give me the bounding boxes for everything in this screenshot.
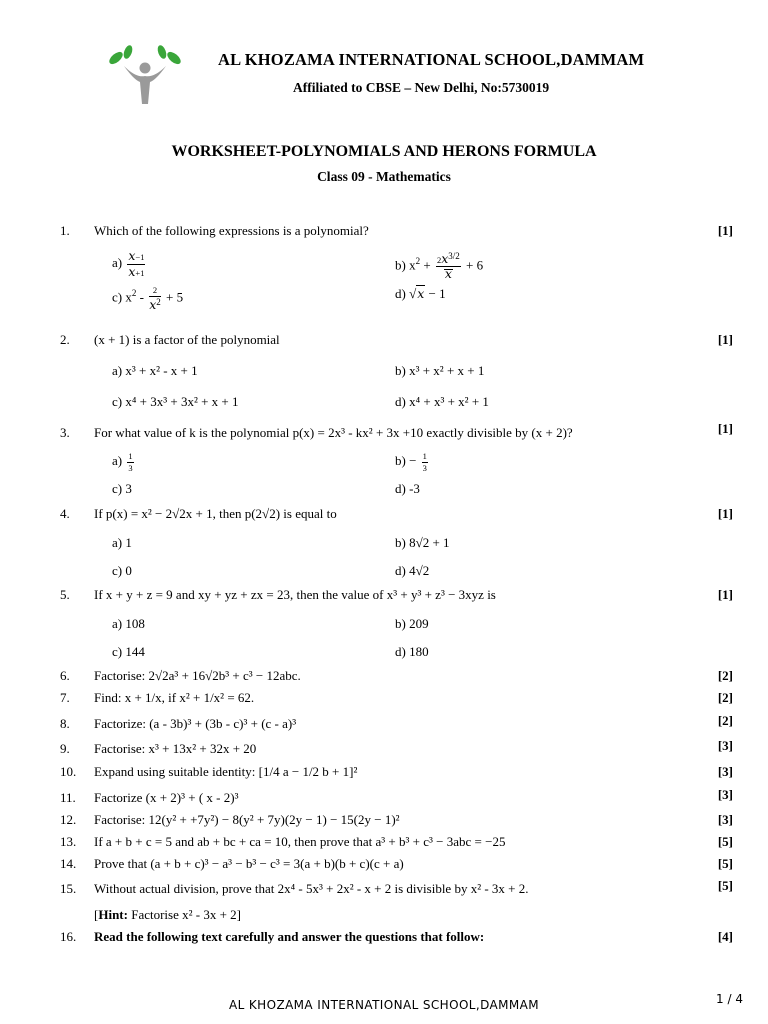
question-text: If x + y + z = 9 and xy + yz + zx = 23, then the value of x³ + y³ + z³ − 3xyz is: [94, 587, 496, 602]
option-a: a) $\frac{x-1}{x+1}$: [112, 248, 145, 279]
question-text: Expand using suitable identity: [1/4 a − 1/2 b + 1]²: [94, 764, 358, 779]
option-a: a) 108: [112, 616, 145, 631]
question-number: 13.: [60, 834, 77, 849]
question-marks: [1]: [717, 587, 733, 602]
question-marks: [3]: [717, 787, 733, 802]
question-marks: [2]: [717, 668, 733, 683]
question-marks: [1]: [717, 332, 733, 347]
question-marks: [5]: [717, 834, 733, 849]
option-d: d) x⁴ + x³ + x² + 1: [395, 394, 489, 409]
question-marks: [2]: [717, 713, 733, 728]
option-c: c) x⁴ + 3x³ + 3x² + x + 1: [112, 394, 239, 409]
option-b: b) 209: [395, 616, 429, 631]
question-text: Factorise: 12(y² + +7y²) − 8(y² + 7y)(2y − 1) − 15(2y − 1)²: [94, 812, 400, 827]
option-d: d) -3: [395, 481, 420, 496]
option-b: b) x³ + x² + x + 1: [395, 363, 485, 378]
question-number: 12.: [60, 812, 77, 827]
question-text: Factorise: x³ + 13x² + 32x + 20: [94, 741, 257, 756]
question-marks: [5]: [717, 878, 733, 893]
question-text: Read the following text carefully and answer the questions that follow:: [94, 929, 485, 944]
school-name: AL KHOZAMA INTERNATIONAL SCHOOL,DAMMAM: [218, 50, 645, 69]
question-number: 1.: [60, 223, 70, 238]
question-marks: [5]: [717, 856, 733, 871]
question-number: 14.: [60, 856, 77, 871]
question-number: 16.: [60, 929, 77, 944]
question-number: 2.: [60, 332, 70, 347]
option-c: c) 0: [112, 563, 132, 578]
question-text: Prove that (a + b + c)³ − a³ − b³ − c³ = 3(a + b)(b + c)(c + a): [94, 856, 404, 871]
option-a: a) $\frac{1}{3}$: [112, 451, 133, 473]
affiliation: Affiliated to CBSE – New Delhi, No:5730019: [293, 80, 550, 95]
question-marks: [2]: [717, 690, 733, 705]
question-number: 9.: [60, 741, 70, 756]
question-text: Find: x + 1/x, if x² + 1/x² = 62.: [94, 690, 255, 705]
option-b: b) 8√2 + 1: [395, 535, 450, 550]
class-line: Class 09 - Mathematics: [317, 169, 451, 184]
option-d: d) √x − 1: [395, 286, 446, 301]
question-text: Factorize: (a - 3b)³ + (3b - c)³ + (c - a)³: [94, 716, 297, 731]
option-d: d) 180: [395, 644, 429, 659]
question-marks: [1]: [717, 506, 733, 521]
option-b: b) − $\frac{1}{3}$: [395, 451, 427, 473]
question-marks: [3]: [717, 764, 733, 779]
question-text: (x + 1) is a factor of the polynomial: [94, 332, 280, 347]
question-number: 4.: [60, 506, 70, 521]
question-number: 7.: [60, 690, 70, 705]
question-number: 3.: [60, 425, 70, 440]
question-text: If p(x) = x² − 2√2x + 1, then p(2√2) is equal to: [94, 506, 337, 521]
worksheet-title: WORKSHEET-POLYNOMIALS AND HERONS FORMULA: [171, 143, 597, 160]
footer-school: AL KHOZAMA INTERNATIONAL SCHOOL,DAMMAM: [229, 998, 539, 1012]
question-text: Factorise: 2√2a³ + 16√2b³ + c³ − 12abc.: [94, 668, 301, 683]
question-number: 15.: [60, 881, 77, 896]
question-number: 8.: [60, 716, 70, 731]
question-marks: [4]: [717, 929, 733, 944]
question-marks: [1]: [717, 421, 733, 436]
question-number: 10.: [60, 764, 77, 779]
question-marks: [3]: [717, 738, 733, 753]
option-b: b) $x^2$ + $\frac{2x^{3/2}}{x}$ + 6: [395, 250, 484, 282]
hint: [Hint: Factorise x² - 3x + 2]: [94, 907, 242, 922]
option-c: c) 144: [112, 644, 145, 659]
question-number: 6.: [60, 668, 70, 683]
option-a: a) 1: [112, 535, 132, 550]
question-marks: [1]: [717, 223, 733, 238]
question-number: 5.: [60, 587, 70, 602]
question-marks: [3]: [717, 812, 733, 827]
option-a: a) x³ + x² - x + 1: [112, 363, 198, 378]
question-text: Factorize (x + 2)³ + ( x - 2)³: [94, 790, 239, 805]
hint-label: Hint:: [98, 907, 128, 922]
question-text: If a + b + c = 5 and ab + bc + ca = 10, then prove that a³ + b³ + c³ − 3abc = −25: [94, 834, 506, 849]
question-text: For what value of k is the polynomial p(x) = 2x³ - kx² + 3x +10 exactly divisible by (x + 2)?: [94, 425, 573, 440]
question-number: 11.: [60, 790, 76, 805]
school-logo: [104, 44, 186, 106]
option-c: c) 3: [112, 481, 132, 496]
question-text: Which of the following expressions is a polynomial?: [94, 223, 369, 238]
question-text: Without actual division, prove that 2x⁴ - 5x³ + 2x² - x + 2 is divisible by x² - 3x + 2.: [94, 881, 529, 896]
page-number: 1 / 4: [716, 992, 743, 1006]
hint-text: Factorise x² - 3x + 2]: [131, 907, 242, 922]
option-c: c) $x^2$ - $\frac{2}{x^2}$ + 5: [112, 285, 184, 312]
option-d: d) 4√2: [395, 563, 430, 578]
